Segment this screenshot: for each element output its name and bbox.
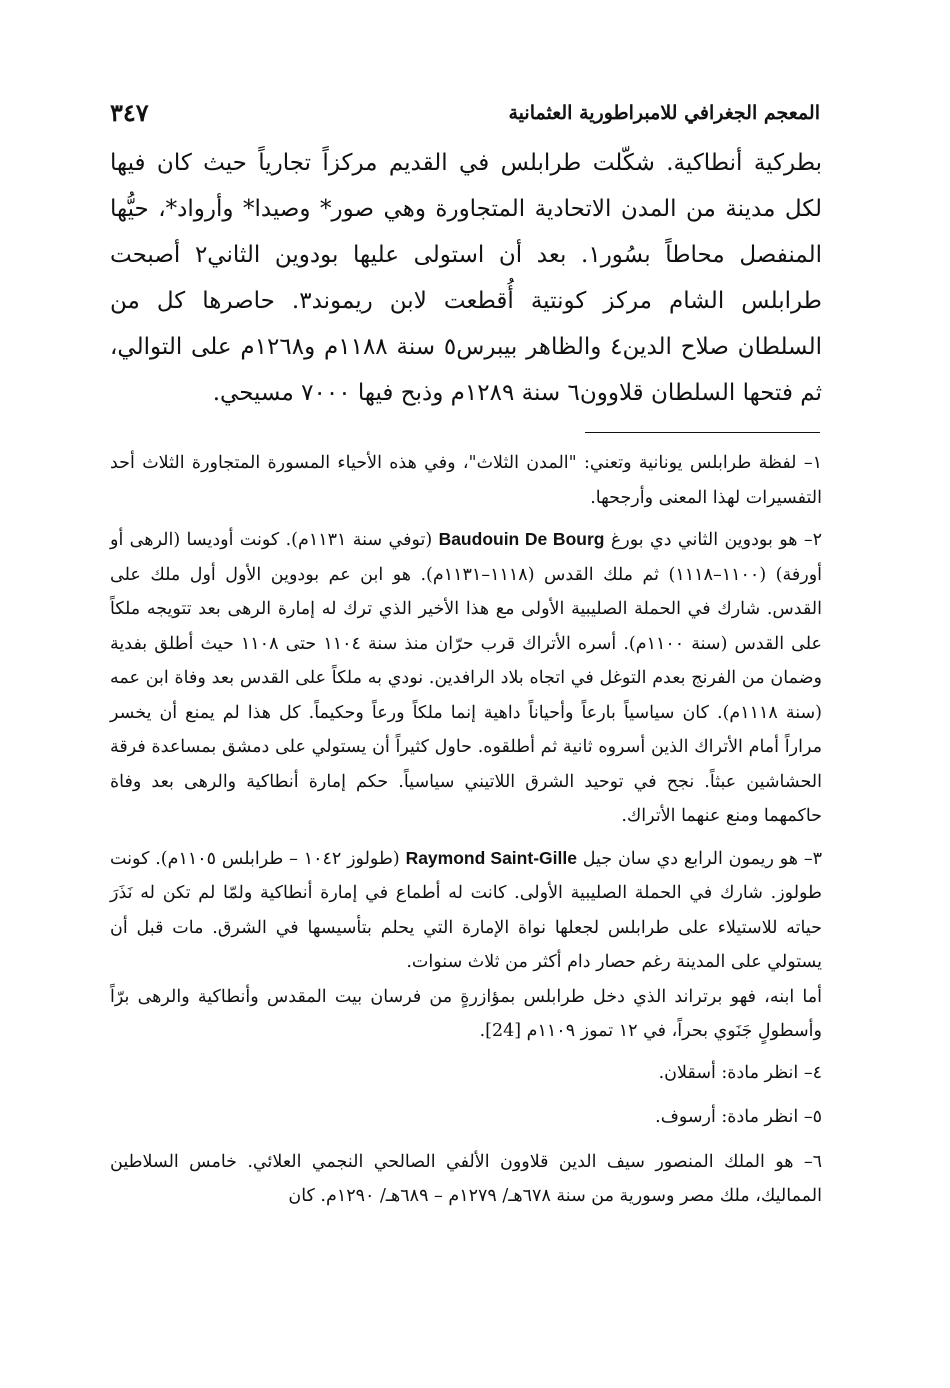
footnote-3-latin-name: Raymond Saint-Gille <box>405 847 577 868</box>
footnote-2-body: (توفي سنة ١١٣١م). كونت أوديسا (الرهى أو أورفة) (١١٠٠–١١١٨) ثم ملك القدس (١١١٨–١١٣١م). هو ابن عم بودوين الأول أول ملك على القدس. شارك في الحملة الصليبية الأولى مع هذا الأخير الذي ترك له إمارة الرهى بعد تتويجه ملكاً على القدس (سنة ١١٠٠م). أسره الأتراك قرب حرّان منذ سنة ١١٠٤ حتى ١١٠٨ حيث أطلق بفدية وضمان من الفرنج بعدم التوغل في اتجاه بلاد الرافدين. نودي به ملكاً على القدس بعد وفاة ابن عمه (سنة ١١١٨م). كان سياسياً بارعاً وأحياناً داهية إنما ملكاً ورعاً وحكيماً. كل هذا لم يمنع أن يخسر مراراً أمام الأتراك الذين أسروه ثانية ثم أطلقوه. حاول كثيراً أن يستولي على دمشق بمساعدة فرقة الحشاشين عبثاً. نجح في توحيد الشرق اللاتيني سياسياً. حكم إمارة أنطاكية والرهى بعد وفاة حاكمهما ومنع عنهما الأتراك. <box>110 530 823 826</box>
footnote-separator <box>585 432 820 433</box>
footnote-3-body: (طولوز ١٠٤٢ – طرابلس ١١٠٥م). كونت طولوز. شارك في الحملة الصليبية الأولى. كانت له أطماع في إمارة أنطاكية ولمّا لم تكن له نَذَرَ حياته للاستيلاء على طرابلس لجعلها نواة الإمارة التي يحلم بتأسيسها في الشرق. مات قبل أن يستولي على المدينة رغم حصار دام أكثر من ثلاث سنوات. <box>110 848 822 972</box>
page-number: ٣٤٧ <box>110 98 149 127</box>
footnote-2-intro: ٢– هو بودوين الثاني دي بورغ <box>610 530 822 550</box>
footnote-2 <box>110 522 822 834</box>
footnote-1: ١– لفظة طرابلس يونانية وتعني: "المدن الثلاث"، وفي هذه الأحياء المسورة المتجاورة الثلاث أحد التفسيرات لهذا المعنى وأرجحها. <box>110 453 822 508</box>
footnote-3 <box>110 841 822 980</box>
running-title: المعجم الجغرافي للامبراطورية العثمانية <box>508 102 820 124</box>
footnotes-section <box>110 446 822 1221</box>
citation-reference: [24] <box>485 1021 522 1041</box>
main-paragraph: بطركية أنطاكية. شكّلت طرابلس في القديم مركزاً تجارياً حيث كان فيها لكل مدينة من المدن الاتحادية المتجاورة وهي صور* وصيدا* وأرواد*، حيُّها المنفصل محاطاً بسُور١. بعد أن استولى عليها بودوين الثاني٢ أصبحت طرابلس الشام مركز كونتية أُقطعت لابن ريموند٣. حاصرها كل من السلطان صلاح الدين٤ والظاهر بيبرس٥ سنة ١١٨٨م و١٢٦٨م على التوالي، ثم فتحها السلطان قلاوون٦ سنة ١٢٨٩م وذبح فيها ٧٠٠٠ مسيحي. <box>110 150 822 406</box>
footnote-3-son-end: . <box>479 1021 486 1041</box>
footnote-4: ٤– انظر مادة: أسقلان. <box>658 1062 822 1083</box>
footnote-3-intro: ٣– هو ريمون الرابع دي سان جيل <box>582 848 822 869</box>
footnote-5: ٥– انظر مادة: أرسوف. <box>655 1107 822 1127</box>
page-header <box>110 96 820 136</box>
footnote-3-continuation <box>110 980 822 1049</box>
footnote-3-son-text: أما ابنه، فهو برتراند الذي دخل طرابلس بمؤازرةٍ من فرسان بيت المقدس وأنطاكية والرهى برّاً وأسطولٍ جَنَوي بحراً، في ١٢ تموز ١١٠٩م <box>110 986 822 1041</box>
footnote-6: ٦– هو الملك المنصور سيف الدين قلاوون الألفي الصالحي النجمي العلائي. خامس السلاطين المماليك، ملك مصر وسورية من سنة ٦٧٨هـ/ ١٢٧٩م – ٦٨٩هـ/ ١٢٩٠م. كان <box>110 1151 822 1206</box>
footnote-2-latin-name: Baudouin De Bourg <box>438 529 605 549</box>
